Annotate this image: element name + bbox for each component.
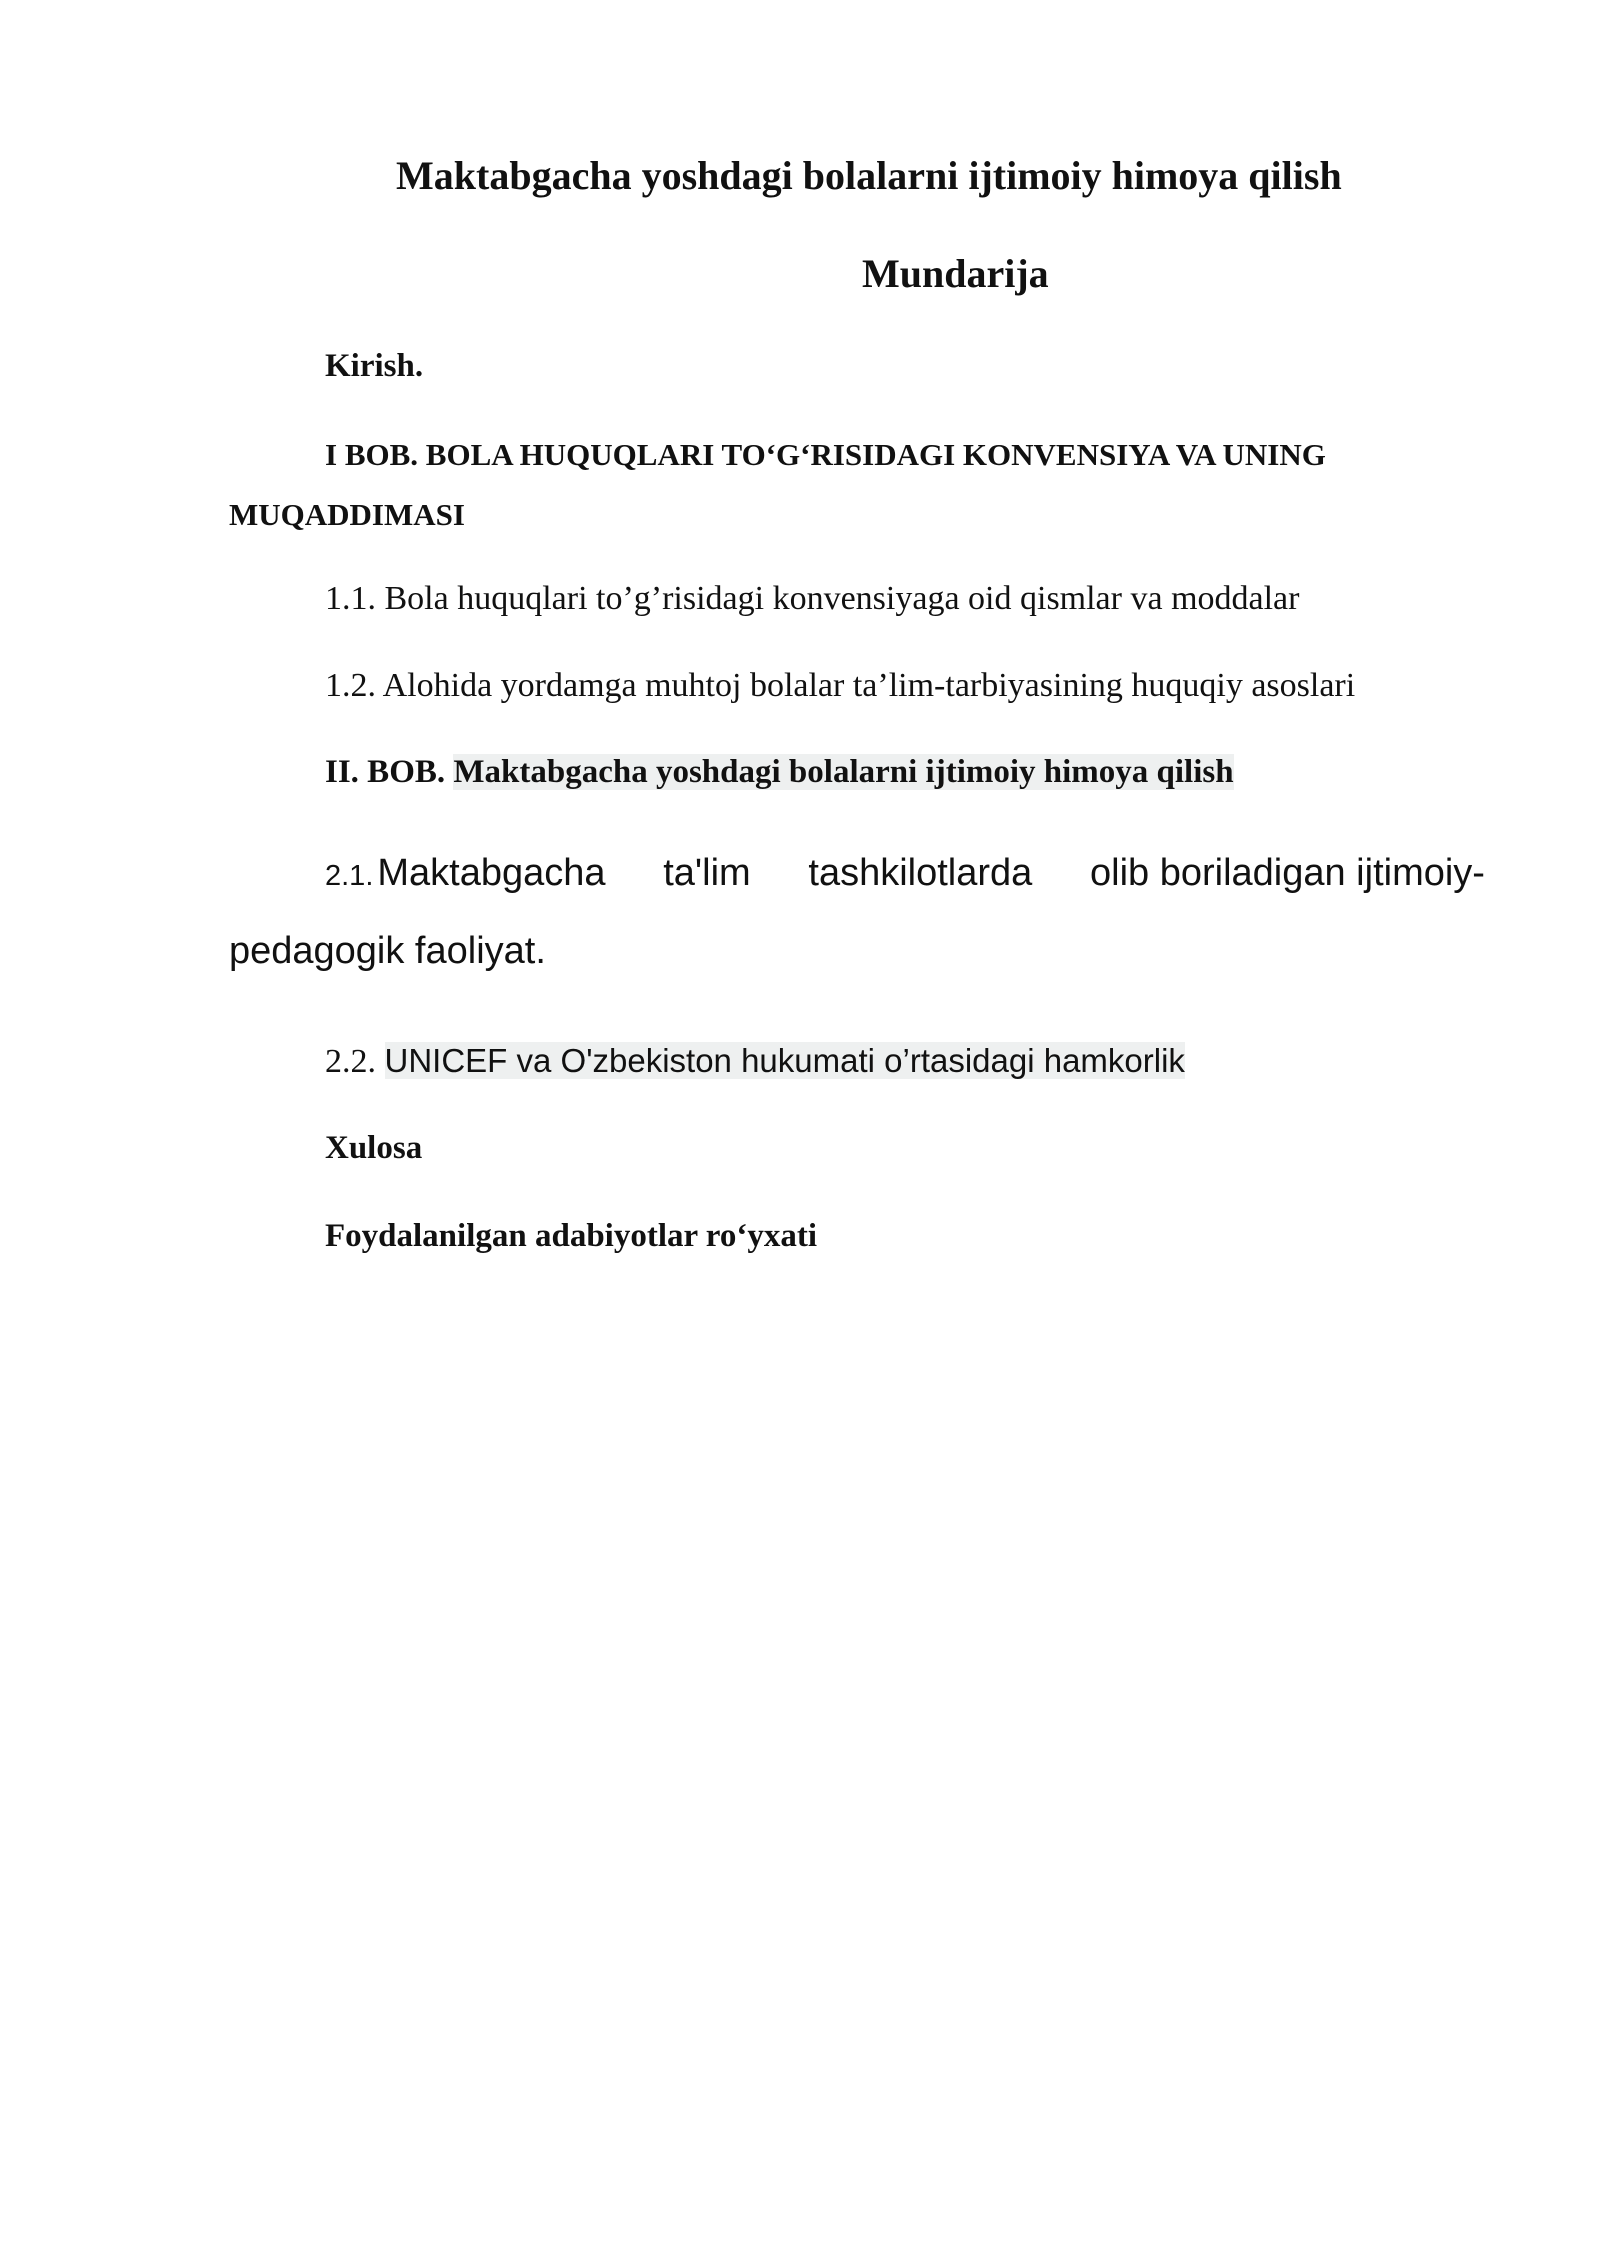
section-2-1-word-1: Maktabgacha bbox=[377, 852, 606, 894]
section-2-2-title: UNICEF va O'zbekiston hukumati o’rtasidagi hamkorlik bbox=[384, 1042, 1185, 1079]
toc-entry-section-1-1: 1.1. Bola huquqlari to’g’risidagi konvensiyaga oid qismlar va moddalar bbox=[325, 580, 1300, 617]
section-2-1-word-4: olib boriladigan ijtimoiy- bbox=[1090, 852, 1485, 894]
toc-entry-section-2-1-line1 bbox=[325, 852, 1485, 895]
chapter2-prefix: II. BOB. bbox=[325, 754, 446, 790]
toc-entry-section-1-2: 1.2. Alohida yordamga muhtoj bolalar ta’lim-tarbiyasining huquqiy asoslari bbox=[325, 667, 1356, 704]
toc-entry-intro: Kirish. bbox=[325, 348, 424, 384]
toc-heading: Mundarija bbox=[862, 251, 1049, 296]
document-title: Maktabgacha yoshdagi bolalarni ijtimoiy himoya qilish bbox=[396, 153, 1342, 198]
toc-entry-section-2-2 bbox=[325, 1042, 1185, 1081]
section-2-1-number: 2.1. bbox=[325, 860, 374, 892]
chapter2-title: Maktabgacha yoshdagi bolalarni ijtimoiy himoya qilish bbox=[453, 754, 1234, 790]
section-2-1-lead bbox=[325, 852, 606, 895]
toc-entry-conclusion: Xulosa bbox=[325, 1130, 423, 1166]
section-2-1-word-2: ta'lim bbox=[663, 852, 751, 894]
toc-entry-section-2-1-line2: pedagogik faoliyat. bbox=[229, 930, 546, 972]
section-2-2-number: 2.2. bbox=[325, 1043, 376, 1080]
section-2-1-word-3: tashkilotlarda bbox=[808, 852, 1033, 894]
toc-entry-chapter2 bbox=[325, 754, 1234, 791]
toc-entry-chapter1-line1: I BOB. BOLA HUQUQLARI TO‘G‘RISIDAGI KONVENSIYA VA UNING bbox=[325, 437, 1326, 472]
toc-entry-references: Foydalanilgan adabiyotlar ro‘yxati bbox=[325, 1218, 818, 1254]
toc-entry-chapter1-line2: MUQADDIMASI bbox=[229, 497, 465, 532]
